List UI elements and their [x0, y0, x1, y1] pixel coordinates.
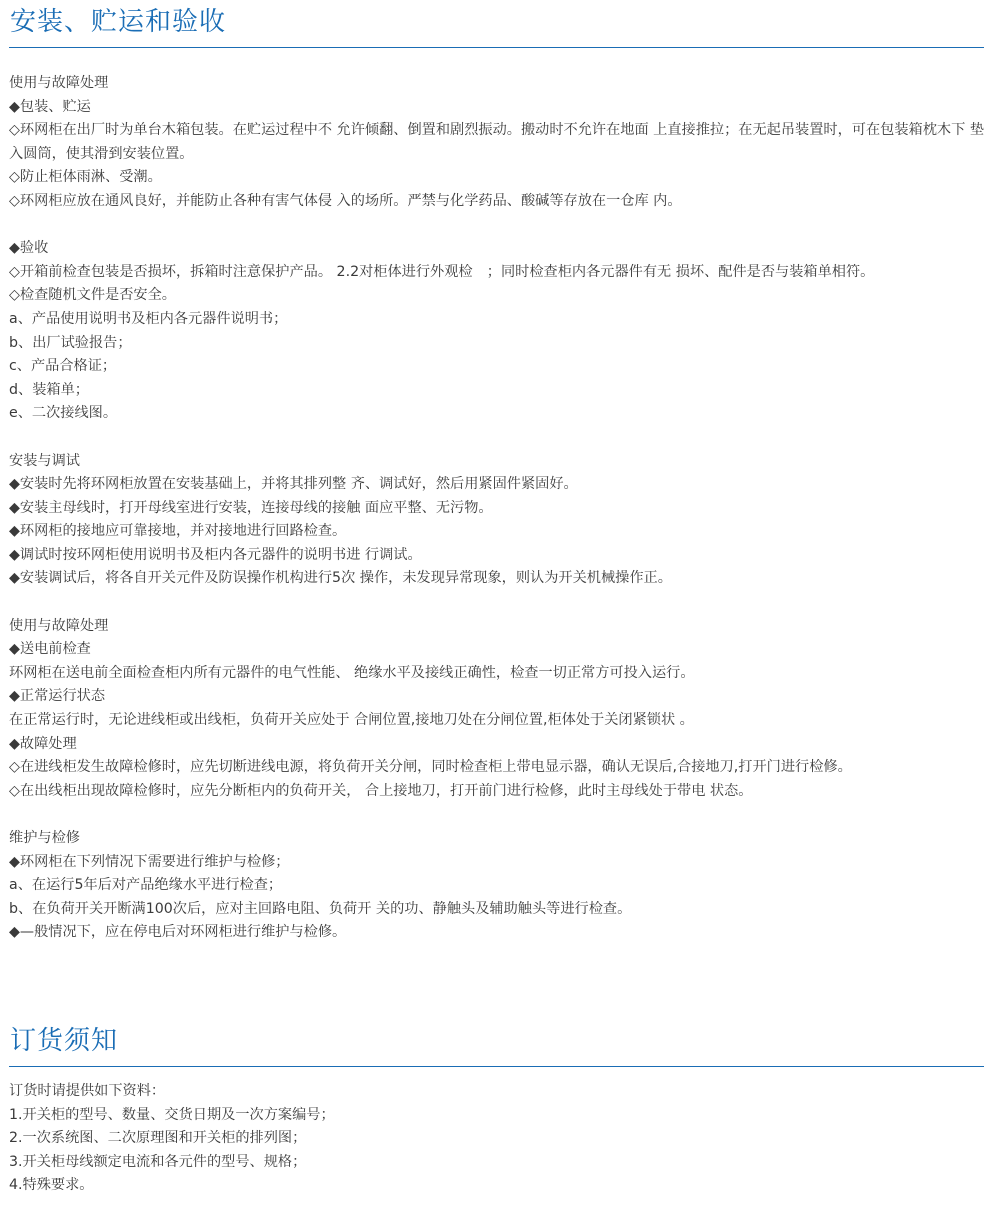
text-line: 使用与故障处理 [9, 617, 109, 634]
text-line: ◆环网柜在下列情况下需要进行维护与检修； [9, 853, 290, 870]
text-line: 4.特殊要求。 [9, 1177, 94, 1194]
blank-line [9, 214, 989, 238]
blank-line [9, 426, 989, 450]
text-line: ◇环网柜在出厂时为单台木箱包装。在贮运过程中不 允许倾翻、倒置和剧烈振动。搬动时不允许在地面 上直接推拉；在无起吊装置时，可在包装箱枕木下 垫入圆筒，使其滑到安装位置。 [9, 122, 985, 162]
text-line: a、在运行5年后对产品绝缘水平进行检查； [9, 877, 283, 894]
text-line: ◆安装主母线时，打开母线室进行安装，连接母线的接触 面应平整、无污物。 [9, 499, 493, 516]
text-line: ◆环网柜的接地应可靠接地，并对接地进行回路检查。 [9, 523, 347, 540]
text-line: 2.一次系统图、二次原理图和开关柜的排列图； [9, 1130, 307, 1147]
text-line: ◆—般情况下，应在停电后对环网柜进行维护与检修。 [9, 924, 347, 941]
text-line: 3.开关柜母线额定电流和各元件的型号、规格； [9, 1153, 307, 1170]
text-line: ◇在出线柜出现故障检修时，应先分断柜内的负荷开关， 合上接地刀，打开前门进行检修，此时主母线处于带电 状态。 [9, 782, 753, 799]
text-line: ◆包装、贮运 [9, 98, 91, 115]
text-line: ◆安装调试后，将各自开关元件及防误操作机构进行5次 操作，未发现异常现象，则认为开关机械操作正。 [9, 570, 672, 587]
text-line: ◇在进线柜发生故障检修时，应先切断进线电源，将负荷开关分闸，同时检查柜上带电显示器，确认无误后,合接地刀,打开门进行检修。 [9, 759, 852, 776]
text-line: ◇环网柜应放在通风良好，并能防止各种有害气体侵 入的场所。严禁与化学药品、酸碱等存放在一仓库 内。 [9, 192, 682, 209]
section-title: 安装、贮运和验收 [10, 7, 227, 37]
section-body [9, 72, 989, 945]
text-line: ◇检查随机文件是否安全。 [9, 287, 176, 304]
text-line: 在正常运行时，无论进线柜或出线柜，负荷开关应处于 合闸位置,接地刀处在分闸位置,柜体处于关闭紧锁状 。 [9, 712, 694, 729]
section-body [9, 1080, 989, 1198]
text-line: 订货时请提供如下资料： [9, 1083, 166, 1099]
text-line: ◆验收 [9, 240, 49, 257]
section-title: 订货须知 [10, 1026, 119, 1056]
section-divider [9, 47, 984, 48]
text-line: 安装与调试 [9, 452, 80, 469]
section-divider [9, 1066, 984, 1067]
text-line: ◆正常运行状态 [9, 688, 106, 705]
text-line: a、产品使用说明书及柜内各元器件说明书； [9, 310, 288, 327]
text-line: ◆调试时按环网柜使用说明书及柜内各元器件的说明书进 行调试。 [9, 546, 422, 563]
text-line: b、出厂试验报告； [9, 334, 132, 351]
text-line: e、二次接线图。 [9, 405, 118, 422]
text-line: ◆故障处理 [9, 735, 77, 752]
blank-line [9, 803, 989, 827]
text-line: 维护与检修 [9, 830, 80, 846]
text-line: b、在负荷开关开断满100次后，应对主回路电阻、负荷开 关的功、静触头及辅助触头等进行检查。 [9, 900, 632, 917]
text-line: 1.开关柜的型号、数量、交货日期及一次方案编号； [9, 1106, 335, 1123]
text-line: 环网柜在送电前全面检查柜内所有元器件的电气性能、 绝缘水平及接线正确性，检查一切正常方可投入运行。 [9, 664, 695, 681]
text-line: 使用与故障处理 [9, 75, 109, 91]
text-line: ◆安装时先将环网柜放置在安装基础上，并将其排列整 齐、调试好，然后用紧固件紧固好。 [9, 476, 578, 493]
text-line: ◆送电前检查 [9, 641, 91, 658]
text-line: ◇防止柜体雨淋、受潮。 [9, 169, 162, 186]
blank-line [9, 591, 989, 615]
text-line: c、产品合格证； [9, 358, 117, 375]
text-line: d、装箱单； [9, 381, 89, 398]
text-line: ◇开箱前检查包装是否损坏，拆箱时注意保护产品。 2.2对柜体进行外观检 ；同时检查柜内各元器件有无 损坏、配件是否与装箱单相符。 [9, 263, 875, 280]
